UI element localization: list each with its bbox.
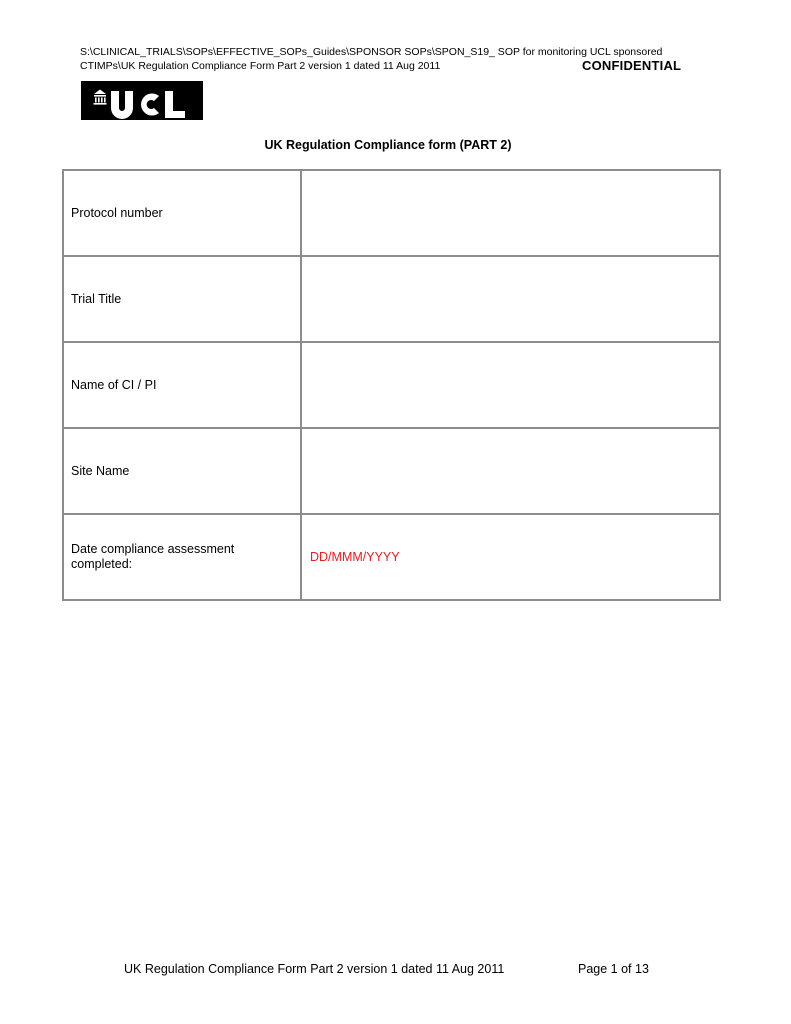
protocol-number-label: Protocol number xyxy=(63,170,301,256)
ucl-logo xyxy=(81,81,203,120)
file-path-line-2: CTIMPs\UK Regulation Compliance Form Part 2 version 1 dated 11 Aug 2011 xyxy=(80,60,441,72)
completion-date-field[interactable]: DD/MMM/YYYY xyxy=(301,514,720,600)
site-name-label: Site Name xyxy=(63,428,301,514)
trial-title-field[interactable] xyxy=(301,256,720,342)
table-row-ci-pi-name xyxy=(63,342,720,428)
ucl-portico-icon xyxy=(81,81,203,120)
footer-page-number: Page 1 of 13 xyxy=(578,962,649,976)
table-row-trial-title xyxy=(63,256,720,342)
trial-title-label: Trial Title xyxy=(63,256,301,342)
compliance-form-table xyxy=(62,169,721,601)
confidential-label: CONFIDENTIAL xyxy=(582,58,682,73)
ci-pi-name-label: Name of CI / PI xyxy=(63,342,301,428)
site-name-field[interactable] xyxy=(301,428,720,514)
file-path-line-1: S:\CLINICAL_TRIALS\SOPs\EFFECTIVE_SOPs_Guides\SPONSOR SOPs\SPON_S19_ SOP for monitoring UCL sponsored xyxy=(80,46,663,58)
completion-date-label: Date compliance assessment completed: xyxy=(63,514,301,600)
table-row-site-name xyxy=(63,428,720,514)
ci-pi-name-field[interactable] xyxy=(301,342,720,428)
table-row-protocol-number xyxy=(63,170,720,256)
footer-document-title: UK Regulation Compliance Form Part 2 version 1 dated 11 Aug 2011 xyxy=(124,962,505,976)
protocol-number-field[interactable] xyxy=(301,170,720,256)
page-title: UK Regulation Compliance form (PART 2) xyxy=(264,138,512,152)
table-row-completion-date xyxy=(63,514,720,600)
